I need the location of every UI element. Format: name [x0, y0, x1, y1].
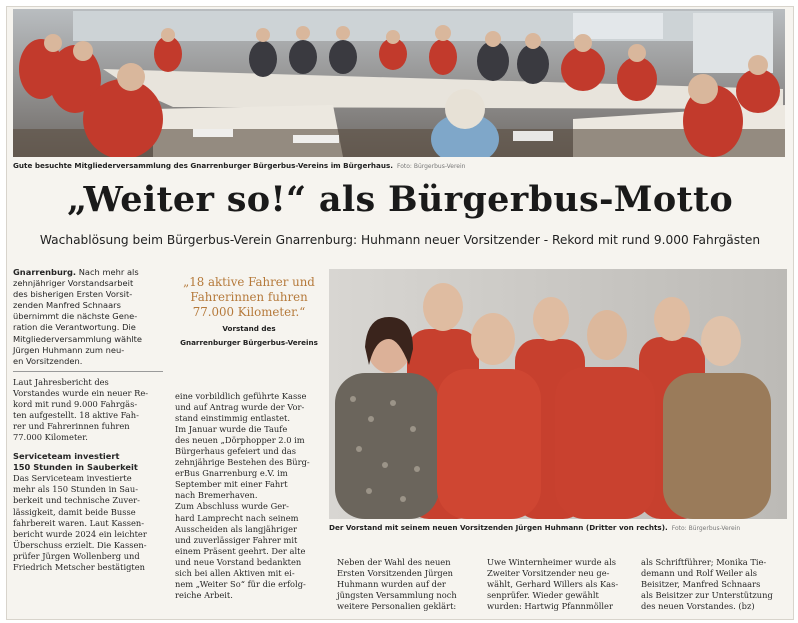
- article-body-col5: [641, 557, 791, 612]
- body-line: kord mit rund 9.000 Fahrgäs-: [13, 399, 138, 410]
- meeting-photo-image: [13, 9, 785, 157]
- newspaper-clipping: [6, 6, 794, 620]
- body-line: Beisitzer, Manfred Schnaars: [641, 579, 761, 590]
- body-line: demann und Rolf Weiler als: [641, 568, 758, 579]
- subheadline: Wachablösung beim Bürgerbus-Verein Gnarrenburg: Huhmann neuer Vorsitzender - Rekord mit rund 9.000 Fahrgästen: [39, 233, 761, 247]
- intro-line: Nach mehr als: [78, 267, 139, 277]
- body-line: wählt, Gerhard Willers als Kas-: [487, 579, 619, 590]
- meeting-photo-credit: Foto: Bürgerbus-Verein: [396, 163, 466, 170]
- board-photo-caption: [329, 523, 740, 532]
- intro-divider: [13, 371, 163, 372]
- body-line: hard Lamprecht nach seinem: [175, 512, 299, 523]
- intro-line: zehnjähriger Vorstandsarbeit: [13, 278, 134, 289]
- body-line: weitere Personalien geklärt:: [337, 601, 457, 612]
- body-line: Zweiter Vorsitzender neu ge-: [487, 568, 610, 579]
- meeting-photo: [13, 9, 785, 157]
- body-line: Im Januar wurde die Taufe: [175, 424, 288, 435]
- intro-paragraph: [13, 267, 165, 367]
- body-line: ten aufgestellt. 18 aktive Fah-: [13, 410, 139, 421]
- body-line: wurden: Hartwig Pfannmöller: [487, 601, 613, 612]
- intro-line: ration die Verantwortung. Die: [13, 322, 136, 333]
- body-line: mehr als 150 Stunden in Sau-: [13, 484, 139, 495]
- body-line: des neuen Vorstandes. (bz): [641, 601, 755, 612]
- body-line: bericht wurde 2024 ein leichter: [13, 528, 147, 539]
- body-line: und zuverlässiger Fahrer mit: [175, 534, 298, 545]
- body-line: stand einstimmig entlastet.: [175, 413, 290, 424]
- body-line: Vorstandes wurde ein neuer Re-: [13, 388, 149, 399]
- intro-line: Mitgliederversammlung wählte: [13, 333, 142, 344]
- article-body-col3: [337, 557, 477, 612]
- pull-quote-attribution: Vorstand des: [222, 324, 276, 333]
- body-line: eine vorbildlich geführte Kasse: [175, 391, 307, 401]
- intro-dateline: Gnarrenburg.: [13, 267, 77, 277]
- pull-quote-attribution: Gnarrenburger Bürgerbus-Vereins: [180, 337, 318, 347]
- body-line: senprüfer. Wieder gewählt: [487, 590, 599, 601]
- body-line: prüfer Jürgen Wollenberg und: [13, 550, 140, 561]
- pull-quote-line: „18 aktive Fahrer und: [183, 275, 315, 289]
- board-photo-credit: Foto: Bürgerbus-Verein: [671, 525, 741, 532]
- article-body-col4: [487, 557, 633, 612]
- body-line: berkeit und technische Zuver-: [13, 495, 140, 506]
- body-line: Neben der Wahl des neuen: [337, 557, 451, 567]
- body-line: lässigkeit, damit beide Busse: [13, 506, 136, 517]
- body-line: nach Bremerhaven.: [175, 490, 258, 501]
- body-line: sich bei allen Aktiven mit ei-: [175, 567, 295, 578]
- board-photo-image: [329, 269, 787, 519]
- article-body-col1: [13, 377, 165, 573]
- section-heading: 150 Stunden in Sauberkeit: [13, 462, 138, 473]
- body-line: Laut Jahresbericht des: [13, 377, 109, 387]
- body-line: rer und Fahrerinnen fuhren: [13, 421, 130, 432]
- body-line: zehnjährige Bestehen des Bürg-: [175, 457, 310, 468]
- section-heading: Serviceteam investiert: [13, 451, 120, 462]
- pull-quote-line: 77.000 Kilometer.“: [192, 305, 306, 319]
- body-line: Überschuss erzielt. Die Kassen-: [13, 539, 147, 550]
- body-line: und auf Antrag wurde der Vor-: [175, 402, 305, 413]
- intro-line: Jürgen Huhmann zum neu-: [13, 344, 125, 355]
- body-line: nem „Weiter So“ für die erfolg-: [175, 578, 306, 589]
- intro-line: en Vorsitzenden.: [13, 355, 83, 366]
- body-line: des neuen „Dörphopper 2.0 im: [175, 435, 305, 446]
- body-line: fahrbereit waren. Laut Kassen-: [13, 517, 145, 528]
- body-line: und neue Vorstand bedankten: [175, 556, 302, 567]
- body-line: Ausscheiden als langjähriger: [175, 523, 298, 534]
- body-line: Bürgerhaus gefeiert und das: [175, 446, 296, 457]
- body-line: als Schriftführer; Monika Tie-: [641, 557, 767, 567]
- body-line: reiche Arbeit.: [175, 589, 233, 600]
- body-line: einem Präsent geehrt. Der alte: [175, 545, 306, 556]
- pull-quote: [175, 275, 323, 347]
- intro-line: übernimmt die nächste Gene-: [13, 311, 138, 322]
- body-line: Das Serviceteam investierte: [13, 473, 132, 484]
- intro-line: des bisherigen Ersten Vorsit-: [13, 289, 133, 300]
- meeting-photo-caption-text: Gute besuchte Mitgliederversammlung des Gnarrenburger Bürgerbus-Vereins im Bürgerhaus.: [13, 161, 393, 170]
- body-line: erBus Gnarrenburg e.V. im: [175, 468, 288, 479]
- body-line: Friedrich Metscher bestätigten: [13, 561, 145, 572]
- body-line: Huhmann wurden auf der: [337, 579, 446, 590]
- body-line: jüngsten Versammlung noch: [337, 590, 457, 601]
- meeting-photo-caption: [13, 161, 465, 170]
- body-line: September mit einer Fahrt: [175, 479, 288, 490]
- body-line: 77.000 Kilometer.: [13, 432, 88, 443]
- body-line: Uwe Winternheimer wurde als: [487, 557, 616, 567]
- board-photo-caption-text: Der Vorstand mit seinem neuen Vorsitzenden Jürgen Huhmann (Dritter von rechts).: [329, 523, 668, 532]
- board-photo: [329, 269, 787, 519]
- body-line: als Beisitzer zur Unterstützung: [641, 590, 773, 601]
- body-line: Ersten Vorsitzenden Jürgen: [337, 568, 453, 579]
- intro-line: zenden Manfred Schnaars: [13, 300, 121, 311]
- body-line: Zum Abschluss wurde Ger-: [175, 501, 289, 512]
- pull-quote-line: Fahrerinnen fuhren: [190, 290, 308, 304]
- article-body-col2: [175, 391, 325, 601]
- headline: „Weiter so!“ als Bürgerbus-Motto: [66, 179, 734, 220]
